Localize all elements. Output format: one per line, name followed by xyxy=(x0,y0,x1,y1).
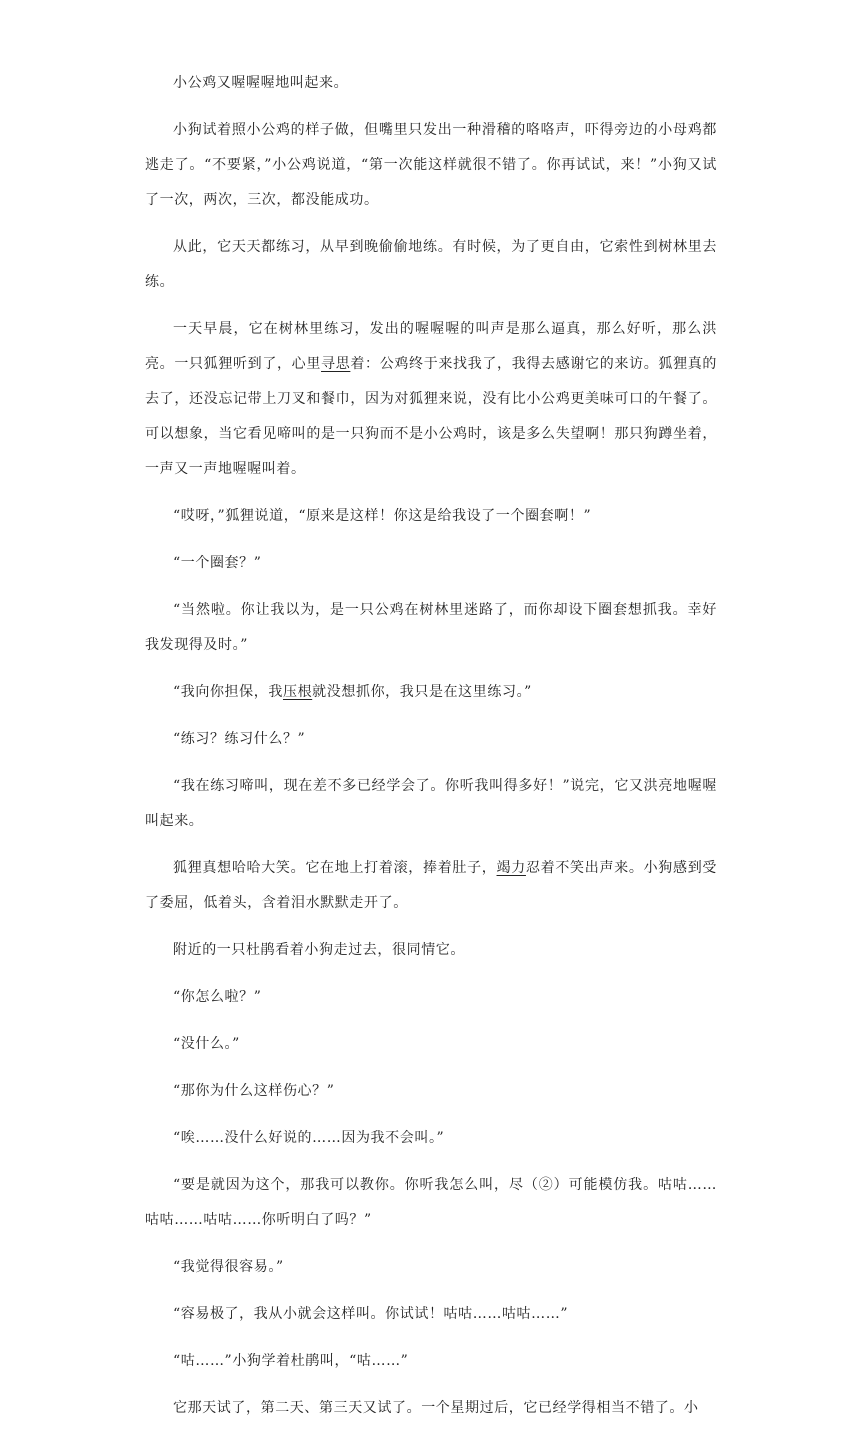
paragraph: 从此，它天天都练习，从早到晚偷偷地练。有时候，为了更自由，它索性到树林里去练。 xyxy=(145,239,717,290)
paragraph: “你怎么啦？” xyxy=(173,989,262,1005)
text-run: 狐狸真想哈哈大笑。它在地上打着滚，捧着肚子， xyxy=(173,860,497,876)
paragraph: “练习？练习什么？” xyxy=(173,731,306,747)
text-run: 着：公鸡终于来找我了，我得去感谢它的来访。狐狸真的去了，还没忘记带上刀叉和餐巾，因为对狐狸来说，没有比小公鸡更美味可口的午餐了。可以想象，当它看见啼叫的是一只狗而不是小公鸡时，该是多么失望啊！那只狗蹲坐着，一声又一声地喔喔叫着。 xyxy=(145,356,718,477)
paragraph xyxy=(145,675,717,710)
paragraph: “唉……没什么好说的……因为我不会叫。” xyxy=(173,1130,445,1146)
paragraph: “要是就因为这个，那我可以教你。你听我怎么叫，尽（②）可能模仿我。咕咕……咕咕……咕咕……你听明白了吗？” xyxy=(145,1177,717,1228)
paragraph: 小公鸡又喔喔喔地叫起来。 xyxy=(173,75,349,91)
paragraph: “我觉得很容易。” xyxy=(173,1259,284,1275)
paragraph: 附近的一只杜鹃看着小狗走过去，很同情它。 xyxy=(173,942,465,958)
paragraph: 它那天试了，第二天、第三天又试了。一个星期过后，它已经学得相当不错了。小 xyxy=(173,1400,699,1416)
underlined-word: 压根 xyxy=(282,684,313,700)
text-run: “我向你担保，我 xyxy=(173,684,283,700)
paragraph: “容易极了，我从小就会这样叫。你试试！咕咕……咕咕……” xyxy=(173,1306,569,1322)
paragraph: “我在练习啼叫，现在差不多已经学会了。你听我叫得多好！”说完，它又洪亮地喔喔叫起来。 xyxy=(145,778,717,829)
paragraph: “没什么。” xyxy=(173,1036,240,1052)
paragraph: “一个圈套？” xyxy=(173,555,262,571)
underlined-word: 竭力 xyxy=(496,860,526,876)
paragraph xyxy=(145,851,717,921)
paragraph: 小狗试着照小公鸡的样子做，但嘴里只发出一种滑稽的咯咯声，吓得旁边的小母鸡都逃走了。“不要紧，”小公鸡说道，“第一次能这样就很不错了。你再试试，来！”小狗又试了一次，两次，三次，都没能成功。 xyxy=(145,122,717,208)
text-run: 忍着不笑出声来。小狗感到受了委屈，低着头，含着泪水默默走开了。 xyxy=(145,860,717,911)
underlined-word: 寻思 xyxy=(321,356,351,372)
paragraph: “当然啦。你让我以为，是一只公鸡在树林里迷路了，而你却设下圈套想抓我。幸好我发现得及时。” xyxy=(145,602,717,653)
paragraph xyxy=(145,312,717,487)
story-text xyxy=(145,66,717,1438)
paragraph: “咕……”小狗学着杜鹃叫，“咕……” xyxy=(173,1353,409,1369)
text-run: 就没想抓你，我只是在这里练习。” xyxy=(312,684,532,700)
paragraph: “哎呀，”狐狸说道，“原来是这样！你这是给我设了一个圈套啊！” xyxy=(173,508,592,524)
text-run: 一天早晨，它在树林里练习，发出的喔喔喔的叫声是那么逼真，那么好听，那么洪亮。一只狐狸听到了，心里 xyxy=(145,321,717,372)
paragraph: “那你为什么这样伤心？” xyxy=(173,1083,335,1099)
